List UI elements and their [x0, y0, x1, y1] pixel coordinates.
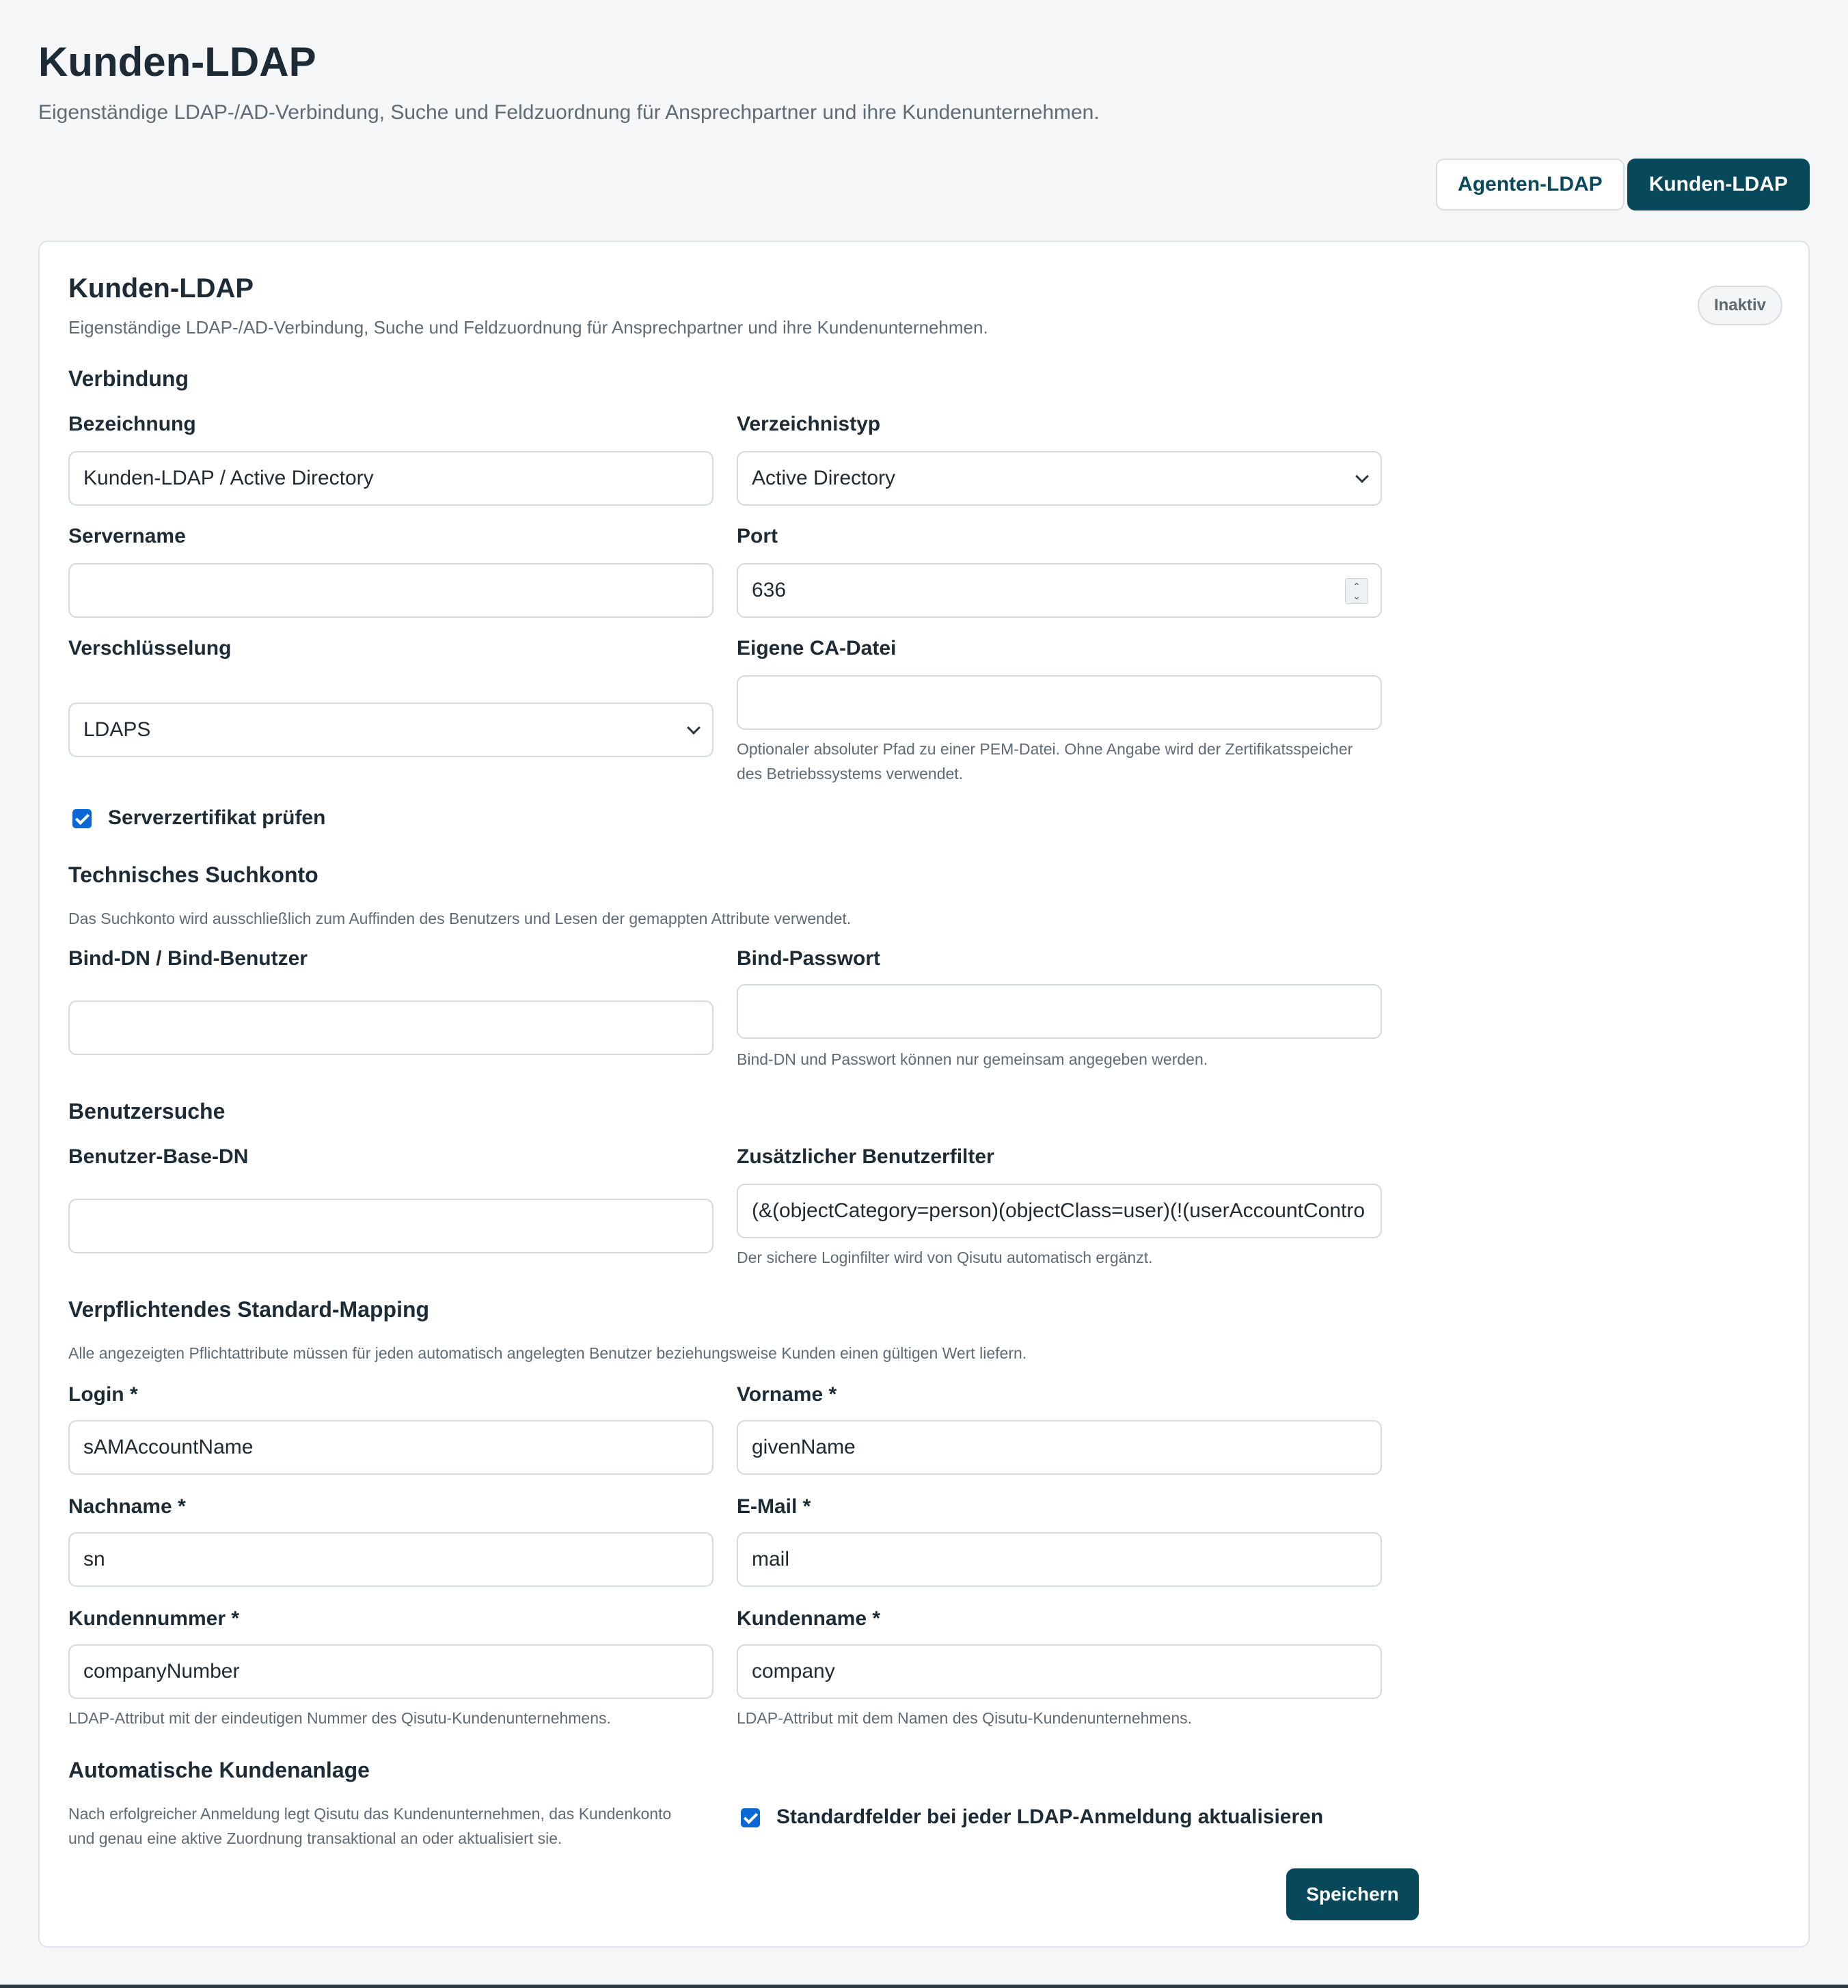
directory-type-value: Active Directory — [752, 467, 896, 489]
server-input[interactable] — [68, 563, 714, 618]
email-input[interactable]: mail — [737, 1532, 1382, 1587]
page-subtitle: Eigenständige LDAP-/AD-Verbindung, Suche und Feldzuordnung für Ansprechpartner und ihre Kundenunternehmen. — [38, 101, 1100, 124]
customer-name-input[interactable]: company — [737, 1644, 1382, 1699]
customer-name-label: Kundenname * — [737, 1607, 881, 1630]
user-filter-label: Zusätzlicher Benutzerfilter — [737, 1145, 994, 1168]
status-badge: Inaktiv — [1698, 286, 1782, 325]
save-button[interactable]: Speichern — [1286, 1868, 1419, 1920]
chevron-down-icon — [1355, 469, 1369, 483]
bind-password-label: Bind-Passwort — [737, 947, 881, 970]
base-dn-input[interactable] — [68, 1199, 714, 1253]
card-subtitle: Eigenständige LDAP-/AD-Verbindung, Suche und Feldzuordnung für Ansprechpartner und ihre Kundenunternehmen. — [68, 317, 988, 338]
section-title-mapping: Verpflichtendes Standard-Mapping — [68, 1297, 430, 1322]
login-input[interactable]: sAMAccountName — [68, 1420, 714, 1475]
auto-create-help-line2: und genau eine aktive Zuordnung transaktional an oder aktualisiert sie. — [68, 1829, 562, 1847]
customer-number-help: LDAP-Attribut mit der eindeutigen Nummer des Qisutu-Kundenunternehmens. — [68, 1709, 611, 1727]
bind-dn-label: Bind-DN / Bind-Benutzer — [68, 947, 308, 970]
ca-file-label: Eigene CA-Datei — [737, 637, 897, 659]
ca-file-input[interactable] — [737, 675, 1382, 730]
tab-kunden-ldap[interactable]: Kunden-LDAP — [1627, 159, 1810, 210]
name-label: Bezeichnung — [68, 413, 196, 435]
login-label: Login * — [68, 1383, 138, 1406]
search-account-help: Das Suchkonto wird ausschließlich zum Auffinden des Benutzers und Lesen der gemappten Attribute verwendet. — [68, 910, 852, 927]
base-dn-label: Benutzer-Base-DN — [68, 1145, 249, 1168]
bind-dn-input[interactable] — [68, 1000, 714, 1055]
encryption-value: LDAPS — [83, 718, 151, 741]
customer-ldap-card — [38, 241, 1810, 1948]
tab-agenten-ldap[interactable]: Agenten-LDAP — [1436, 159, 1625, 210]
update-fields-label: Standardfelder bei jeder LDAP-Anmeldung aktualisieren — [776, 1806, 1324, 1828]
port-input[interactable] — [737, 563, 1382, 618]
email-label: E-Mail * — [737, 1495, 811, 1518]
section-title-connection: Verbindung — [68, 366, 189, 391]
directory-type-select[interactable] — [737, 451, 1382, 506]
stepper-icon[interactable]: ⌃ ⌄ — [1345, 578, 1368, 604]
name-input[interactable]: Kunden-LDAP / Active Directory — [68, 451, 714, 506]
verify-cert-checkbox[interactable] — [72, 809, 92, 828]
update-fields-checkbox[interactable] — [741, 1808, 760, 1827]
port-value: 636 — [752, 579, 787, 601]
chevron-down-icon — [687, 721, 701, 735]
lastname-label: Nachname * — [68, 1495, 186, 1518]
card-title: Kunden-LDAP — [68, 273, 254, 303]
page-title: Kunden-LDAP — [38, 39, 316, 85]
ca-file-help-line2: des Betriebssystems verwendet. — [737, 765, 964, 782]
ldap-tab-bar — [1436, 159, 1810, 210]
bottom-divider — [0, 1985, 1848, 1988]
user-filter-help: Der sichere Loginfilter wird von Qisutu automatisch ergänzt. — [737, 1249, 1153, 1266]
section-title-search-account: Technisches Suchkonto — [68, 862, 318, 887]
firstname-label: Vorname * — [737, 1383, 837, 1406]
customer-name-help: LDAP-Attribut mit dem Namen des Qisutu-Kundenunternehmens. — [737, 1709, 1193, 1727]
mapping-help: Alle angezeigten Pflichtattribute müssen für jeden automatisch angelegten Benutzer beziehungsweise Kunden einen gültigen Wert liefern. — [68, 1344, 1027, 1362]
bind-help: Bind-DN und Passwort können nur gemeinsam angegeben werden. — [737, 1050, 1208, 1068]
section-title-auto-create: Automatische Kundenanlage — [68, 1758, 370, 1782]
port-label: Port — [737, 525, 778, 547]
verify-cert-label: Serverzertifikat prüfen — [108, 806, 326, 829]
directory-type-label: Verzeichnistyp — [737, 413, 881, 435]
lastname-input[interactable]: sn — [68, 1532, 714, 1587]
bind-password-input[interactable] — [737, 984, 1382, 1039]
firstname-input[interactable]: givenName — [737, 1420, 1382, 1475]
section-title-user-search: Benutzersuche — [68, 1099, 226, 1124]
ca-file-help-line1: Optionaler absoluter Pfad zu einer PEM-Datei. Ohne Angabe wird der Zertifikatsspeicher — [737, 740, 1353, 758]
user-filter-input[interactable]: (&(objectCategory=person)(objectClass=user)(!(userAccountContro — [737, 1184, 1382, 1238]
auto-create-help-line1: Nach erfolgreicher Anmeldung legt Qisutu das Kundenunternehmen, das Kundenkonto — [68, 1805, 672, 1823]
customer-number-label: Kundennummer * — [68, 1607, 240, 1630]
encryption-select[interactable] — [68, 703, 714, 757]
encryption-label: Verschlüsselung — [68, 637, 232, 659]
server-label: Servername — [68, 525, 186, 547]
customer-number-input[interactable]: companyNumber — [68, 1644, 714, 1699]
